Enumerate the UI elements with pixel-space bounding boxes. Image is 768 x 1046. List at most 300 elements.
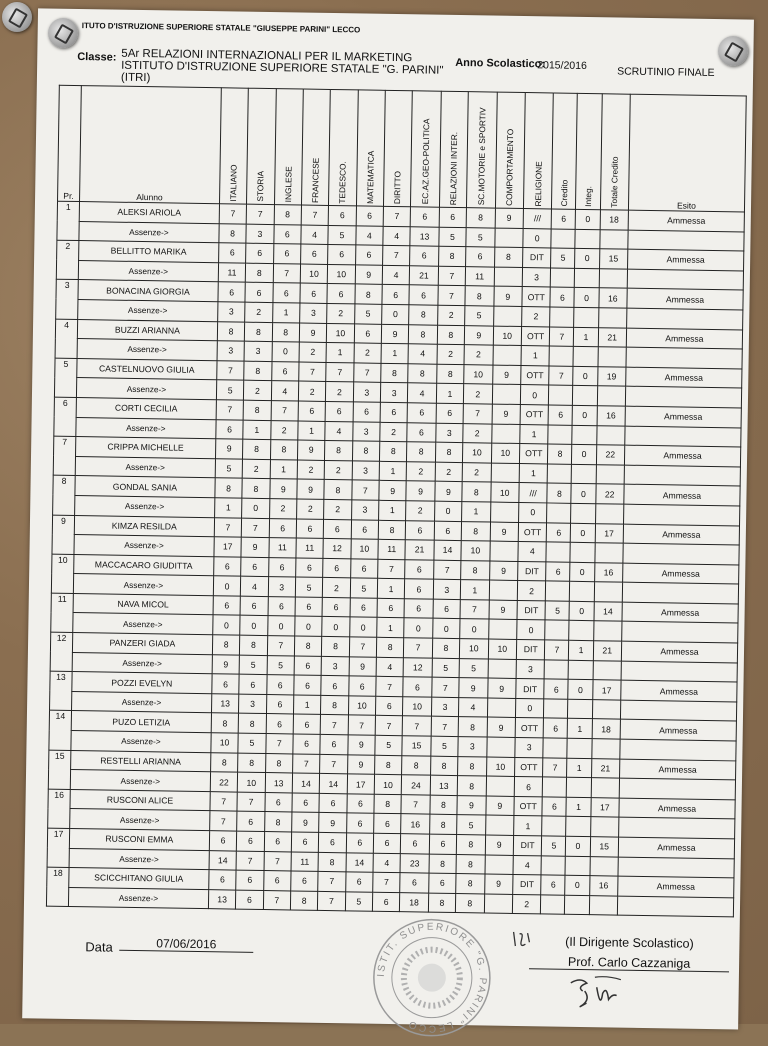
grade-cell: 6	[218, 243, 246, 263]
grade-cell: 6	[547, 522, 571, 542]
assenze-label: Assenze->	[69, 848, 209, 870]
esito-cell: Ammessa	[626, 367, 742, 388]
grades-table	[46, 85, 747, 918]
student-name: KIMZA RESILDA	[74, 515, 214, 537]
esito-cell: Ammessa	[627, 249, 743, 270]
subject-header: DIRITTO	[383, 90, 412, 206]
empty-cell	[619, 818, 735, 839]
grade-cell: 6	[325, 401, 353, 421]
absence-cell: 5	[239, 655, 267, 675]
empty-cell	[596, 425, 625, 445]
empty-cell	[591, 739, 620, 759]
grade-cell: 10	[491, 443, 520, 463]
grade-cell: 6	[263, 871, 291, 891]
absence-cell: 6	[266, 694, 294, 714]
absence-cell: 2	[269, 498, 297, 518]
absence-cell: 5	[466, 227, 495, 247]
grade-cell: 19	[597, 366, 626, 386]
anno-label: Anno Scolastico:	[455, 56, 546, 71]
grade-cell: 10	[486, 757, 515, 777]
grade-cell: 6	[466, 247, 495, 267]
grade-cell: 6	[321, 676, 349, 696]
grade-cell: 1	[566, 797, 590, 817]
grade-cell: OTT	[518, 522, 547, 542]
absence-cell: 2	[437, 344, 465, 364]
grade-cell: 8	[355, 284, 383, 304]
grade-cell: 6	[347, 794, 375, 814]
absence-cell: 13	[430, 775, 458, 795]
grade-cell: 6	[292, 793, 320, 813]
grade-cell: 7	[320, 715, 348, 735]
grade-cell: 6	[240, 596, 268, 616]
grade-cell: 8	[375, 755, 403, 775]
grade-cell: 8	[407, 442, 436, 462]
classe-value: 5Ar RELAZIONI INTERNAZIONALI PER IL MARKETING ISTITUTO D'ISTRUZIONE SUPERIORE STATALE "G. PARINI" (ITRI)	[120, 47, 444, 85]
esito-cell: Ammessa	[624, 445, 740, 466]
empty-cell	[546, 542, 570, 562]
absence-cell: 4	[301, 225, 329, 245]
absence-cell: 11	[218, 263, 246, 283]
absence-cell: 10	[374, 774, 402, 794]
grade-cell: 6	[401, 834, 430, 854]
grade-cell: 8	[294, 636, 322, 656]
empty-cell	[617, 896, 733, 917]
absence-cell: 4	[513, 855, 542, 875]
absence-cell: 5	[350, 578, 378, 598]
absence-cell: 6	[216, 419, 244, 439]
anno-value: 2015/2016	[537, 59, 587, 73]
esito-cell: Ammessa	[627, 289, 743, 310]
empty-cell	[543, 738, 567, 758]
grade-cell: 7	[463, 404, 492, 424]
grade-cell: 6	[268, 557, 296, 577]
school-heading: ITUTO D'ISTRUZIONE SUPERIORE STATALE "GIUSEPPE PARINI" LECCO	[81, 21, 361, 35]
empty-cell	[597, 386, 626, 406]
grade-cell: 17	[595, 523, 624, 543]
grade-cell: 8	[430, 756, 458, 776]
grade-cell: 7	[326, 362, 354, 382]
grade-cell: 16	[589, 876, 618, 896]
grade-cell: 6	[400, 873, 429, 893]
scrutinio-title: SCRUTINIO FINALE	[617, 65, 715, 80]
absence-cell: 4	[408, 383, 437, 403]
grade-cell: 7	[214, 517, 242, 537]
empty-cell	[589, 895, 618, 915]
grade-cell: 6	[295, 597, 323, 617]
absence-cell: 9	[355, 265, 383, 285]
assenze-label: Assenze->	[78, 300, 218, 322]
absence-cell: 0	[213, 576, 241, 596]
grade-cell: 17	[592, 680, 621, 700]
absence-cell: 7	[264, 851, 292, 871]
assenze-label: Assenze->	[70, 770, 210, 792]
empty-cell	[592, 700, 621, 720]
grade-cell: 6	[213, 596, 241, 616]
empty-cell	[622, 622, 738, 643]
grade-cell: 8	[461, 521, 490, 541]
absence-cell	[493, 306, 522, 326]
absence-cell: 5	[431, 736, 459, 756]
subject-header: COMPORTAMENTO	[495, 92, 525, 208]
grade-cell: 7	[550, 327, 574, 347]
absence-cell: 3	[458, 737, 487, 757]
grade-cell: 6	[350, 598, 378, 618]
grade-cell: 0	[565, 875, 589, 895]
absence-cell: 5	[328, 225, 356, 245]
header-row	[58, 85, 747, 212]
absence-cell: 10	[328, 264, 356, 284]
grade-cell: 10	[488, 639, 517, 659]
grade-cell: 22	[596, 445, 625, 465]
grade-cell: 6	[239, 674, 267, 694]
absence-cell: 5	[375, 735, 403, 755]
empty-cell	[571, 503, 595, 523]
student-name: SCICCHITANO GIULIA	[69, 868, 209, 890]
grade-cell: 6	[380, 402, 408, 422]
grade-cell: 6	[322, 597, 350, 617]
absence-cell: 13	[265, 773, 293, 793]
assenze-label: Assenze->	[73, 613, 213, 635]
grade-cell: 9	[489, 600, 518, 620]
empty-cell	[565, 895, 589, 915]
grade-cell: 8	[430, 795, 458, 815]
empty-cell	[573, 346, 597, 366]
absence-cell: 3	[431, 697, 459, 717]
absence-cell: 6	[273, 224, 301, 244]
grade-cell: 7	[404, 638, 433, 658]
grade-cell: 10	[463, 443, 492, 463]
absence-cell: 12	[323, 539, 351, 559]
absence-cell: 5	[459, 658, 488, 678]
grade-cell: 7	[351, 480, 379, 500]
assenze-label: Assenze->	[75, 456, 215, 478]
empty-cell	[549, 346, 573, 366]
esito-cell: Ammessa	[619, 798, 735, 819]
grade-cell: 6	[265, 792, 293, 812]
grade-cell: 6	[434, 521, 462, 541]
grade-cell: OTT	[515, 718, 544, 738]
grade-cell: 7	[353, 363, 381, 383]
assenze-label: Assenze->	[78, 260, 218, 282]
absence-cell: 8	[428, 893, 456, 913]
absence-cell: 13	[211, 694, 239, 714]
absence-cell: 8	[321, 695, 349, 715]
absence-cell: 21	[410, 266, 439, 286]
absence-cell: 1	[214, 498, 242, 518]
subject-header: RELIGIONE	[523, 93, 553, 209]
grade-cell: 9	[347, 754, 375, 774]
empty-cell	[590, 856, 619, 876]
grade-cell: 8	[437, 325, 465, 345]
absence-cell: 0	[240, 616, 268, 636]
absence-cell: 5	[457, 815, 486, 835]
grade-cell: 7	[301, 205, 329, 225]
student-number: 17	[47, 828, 69, 868]
student-name: PANZERI GIADA	[72, 633, 212, 655]
student-number: 2	[56, 240, 78, 280]
grade-cell: 8	[322, 636, 350, 656]
absence-cell	[487, 698, 516, 718]
grade-cell: 7	[376, 677, 404, 697]
grade-cell: 6	[410, 246, 439, 266]
absence-cell: 4	[518, 542, 547, 562]
absence-cell: 5	[238, 733, 266, 753]
grade-cell: 8	[265, 753, 293, 773]
absence-cell: 6	[514, 777, 543, 797]
absence-cell: 1	[381, 343, 409, 363]
grade-cell: 8	[244, 361, 272, 381]
grade-cell: 9	[379, 481, 407, 501]
grade-cell: 6	[246, 243, 274, 263]
empty-cell	[599, 269, 628, 289]
grade-cell: 8	[217, 321, 245, 341]
grade-cell: ///	[519, 483, 548, 503]
grade-cell: 1	[568, 719, 592, 739]
grade-cell: ///	[523, 209, 552, 229]
grade-cell: 7	[460, 599, 489, 619]
absence-cell: 11	[269, 538, 297, 558]
grade-cell: 7	[433, 560, 461, 580]
grade-cell: 6	[300, 244, 328, 264]
absence-cell: 10	[403, 697, 432, 717]
subject-header: ITALIANO	[219, 88, 248, 204]
empty-cell	[542, 816, 566, 836]
absence-cell: 2	[522, 306, 551, 326]
grade-cell: 8	[238, 714, 266, 734]
absence-cell: 2	[380, 422, 408, 442]
absence-cell: 14	[292, 773, 320, 793]
empty-cell	[570, 582, 594, 602]
absence-cell: 4	[408, 344, 437, 364]
absence-cell	[490, 502, 519, 522]
empty-cell	[544, 699, 568, 719]
empty-cell	[575, 229, 599, 249]
absence-cell: 17	[347, 774, 375, 794]
esito-cell: Ammessa	[618, 876, 734, 897]
grade-cell: 8	[379, 441, 407, 461]
absence-cell: 2	[326, 382, 354, 402]
absence-cell	[491, 424, 520, 444]
grade-cell: 8	[456, 835, 485, 855]
empty-cell	[569, 621, 593, 641]
grade-cell: 9	[297, 440, 325, 460]
esito-cell: Ammessa	[621, 641, 737, 662]
pushpin-icon	[2, 2, 32, 32]
grade-cell: 8	[272, 322, 300, 342]
esito-cell: Ammessa	[628, 210, 744, 231]
absence-cell: 10	[237, 772, 265, 792]
grade-cell: 6	[319, 793, 347, 813]
assenze-label: Assenze->	[73, 574, 213, 596]
absence-cell: 4	[376, 657, 404, 677]
absence-cell: 1	[460, 580, 489, 600]
grade-cell: 6	[436, 403, 464, 423]
grade-cell: 6	[293, 714, 321, 734]
grade-cell: 22	[595, 484, 624, 504]
grade-cell: 9	[487, 678, 516, 698]
absence-cell: 6	[405, 579, 434, 599]
absence-cell: 14	[209, 850, 237, 870]
empty-cell	[548, 424, 572, 444]
grade-cell: 6	[273, 283, 301, 303]
grade-cell: 7	[216, 400, 244, 420]
absence-cell: 11	[296, 538, 324, 558]
absence-cell: 16	[401, 814, 430, 834]
absence-cell: 8	[457, 776, 486, 796]
absence-cell: 1	[519, 463, 548, 483]
absence-cell: 2	[406, 461, 435, 481]
absence-cell: 2	[435, 462, 463, 482]
grade-cell: 6	[271, 361, 299, 381]
esito-header: Esito	[628, 94, 746, 212]
empty-cell	[568, 699, 592, 719]
absence-cell: 1	[514, 816, 543, 836]
grade-cell: 6	[323, 558, 351, 578]
grade-cell: 6	[298, 401, 326, 421]
absence-cell: 1	[326, 343, 354, 363]
absence-cell: 0	[515, 698, 544, 718]
grade-cell: 6	[268, 596, 296, 616]
absence-cell: 6	[237, 812, 265, 832]
grade-cell: 16	[594, 562, 623, 582]
assenze-label: Assenze->	[70, 809, 210, 831]
empty-cell	[618, 857, 734, 878]
absence-cell: 9	[319, 813, 347, 833]
absence-cell: 7	[263, 890, 291, 910]
absence-cell: 7	[273, 263, 301, 283]
grade-cell: 6	[291, 871, 319, 891]
absence-cell: 5	[432, 658, 460, 678]
student-name: CASTELNUOVO GIULIA	[77, 358, 217, 380]
student-name: GONDAL SANIA	[75, 476, 215, 498]
grade-cell: 6	[266, 675, 294, 695]
grade-cell: 8	[215, 478, 243, 498]
absence-cell: 6	[293, 734, 321, 754]
absence-cell: 9	[292, 812, 320, 832]
grade-cell: OTT	[520, 404, 549, 424]
absence-cell: 3	[217, 341, 245, 361]
empty-cell	[619, 778, 735, 799]
grade-cell: DIT	[516, 679, 545, 699]
grade-cell: 7	[267, 636, 295, 656]
absence-cell: 8	[455, 893, 484, 913]
grade-cell: 6	[266, 714, 294, 734]
absence-cell: 0	[523, 228, 552, 248]
grade-cell: 9	[485, 796, 514, 816]
empty-cell	[574, 307, 598, 327]
grade-cell: 6	[382, 285, 410, 305]
grade-cell: 9	[297, 479, 325, 499]
absence-cell: 1	[293, 695, 321, 715]
absence-cell: 11	[291, 852, 319, 872]
grade-cell: 7	[383, 206, 411, 226]
empty-cell	[596, 464, 625, 484]
absence-cell: 0	[295, 616, 323, 636]
scrutinio-document	[22, 8, 754, 1034]
grade-cell: 7	[375, 716, 403, 736]
grade-cell: 8	[240, 635, 268, 655]
student-number: 18	[46, 867, 68, 907]
date-label: Data	[85, 939, 113, 955]
empty-cell	[551, 229, 575, 249]
grade-cell: 8	[324, 480, 352, 500]
student-name: CORTI CECILIA	[76, 397, 216, 419]
absence-cell	[489, 541, 518, 561]
grade-cell: 10	[464, 364, 493, 384]
absence-cell	[489, 580, 518, 600]
grade-cell: 8	[456, 874, 485, 894]
subject-header: Integ.	[576, 93, 602, 209]
grade-cell: DIT	[513, 875, 542, 895]
absence-cell	[494, 228, 523, 248]
grade-cell: 8	[432, 638, 460, 658]
grade-cell: 0	[574, 288, 598, 308]
absence-cell: 2	[242, 459, 270, 479]
grade-cell: 7	[320, 754, 348, 774]
absence-cell: 14	[320, 774, 348, 794]
dirigente-label: (Il Dirigente Scolastico)	[565, 934, 694, 951]
student-name: POZZI EVELYN	[72, 672, 212, 694]
student-number: 15	[48, 750, 70, 790]
grade-cell: 9	[490, 522, 519, 542]
grade-cell: 6	[404, 599, 433, 619]
absence-cell: 1	[379, 461, 407, 481]
grade-cell: 18	[600, 210, 629, 230]
empty-cell	[620, 700, 736, 721]
grade-cell: 9	[495, 208, 524, 228]
grade-cell: 7	[378, 559, 406, 579]
absence-cell: 3	[300, 303, 328, 323]
grade-cell: 6	[405, 559, 434, 579]
absence-cell: 3	[246, 224, 274, 244]
empty-cell	[543, 777, 567, 797]
grade-cell: 0	[572, 444, 596, 464]
absence-cell	[488, 659, 517, 679]
absence-cell	[491, 463, 520, 483]
empty-cell	[623, 504, 739, 525]
grade-cell: 9	[215, 439, 243, 459]
absence-cell: 6	[346, 813, 374, 833]
absence-cell: 4	[355, 225, 383, 245]
esito-cell: Ammessa	[623, 524, 739, 545]
esito-cell: Ammessa	[618, 837, 734, 858]
absence-cell: 10	[348, 696, 376, 716]
assenze-label: Assenze->	[76, 378, 216, 400]
grade-cell: DIT	[513, 835, 542, 855]
grade-cell: 10	[490, 482, 519, 502]
grade-cell: OTT	[514, 757, 543, 777]
absence-cell: 8	[290, 891, 318, 911]
absence-cell: 6	[374, 814, 402, 834]
grade-cell: 6	[439, 207, 467, 227]
absence-cell: 1	[243, 420, 271, 440]
esito-cell: Ammessa	[625, 406, 741, 427]
absence-cell: 8	[409, 305, 438, 325]
absence-cell	[485, 855, 514, 875]
grade-cell: OTT	[521, 365, 550, 385]
grade-cell: 7	[401, 794, 430, 814]
grade-cell: 7	[219, 204, 247, 224]
absence-cell: 6	[375, 696, 403, 716]
student-name: PUZO LETIZIA	[71, 711, 211, 733]
empty-cell	[621, 661, 737, 682]
grade-cell: 6	[552, 209, 576, 229]
student-number: 14	[49, 711, 71, 751]
absence-cell	[484, 894, 513, 914]
absence-cell: 5	[216, 380, 244, 400]
empty-cell	[565, 856, 589, 876]
grade-cell: 21	[598, 327, 627, 347]
